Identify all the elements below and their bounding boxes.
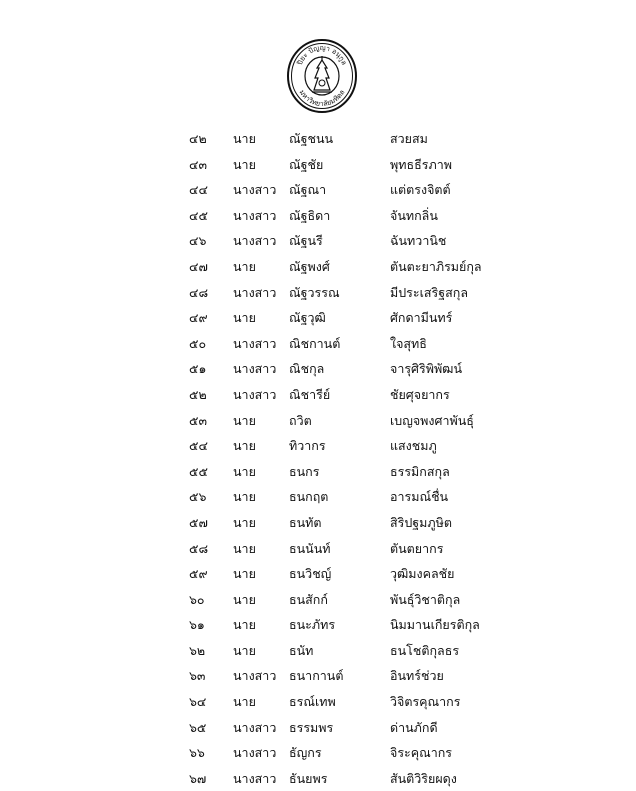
student-last-name: ธนโชติกุลธร [390,642,460,658]
student-last-name: มีประเสริฐสกุล [390,284,468,300]
student-first-name: ธรรมพร [289,719,334,735]
list-item [0,663,636,689]
list-item [0,203,636,229]
student-title: นางสาว [233,335,277,351]
student-title: นาย [233,591,256,607]
student-number: ๔๗ [189,258,208,274]
student-last-name: อารมณ์ชื่น [390,489,449,505]
student-number: ๕๕ [189,463,208,479]
list-item [0,689,636,715]
student-first-name: ณัฐนรี [289,233,323,249]
student-title: นางสาว [233,182,277,198]
student-last-name: ตันตยากร [390,540,444,556]
student-last-name: พันธุ์วิชาติกุล [390,591,461,607]
student-title: นาย [233,566,256,582]
list-item [0,766,636,791]
student-title: นางสาว [233,284,277,300]
student-first-name: ธนากานต์ [289,668,344,684]
svg-text:มหาวิทยาลัยมหิดล: มหาวิทยาลัยมหิดล [297,88,347,109]
list-item [0,408,636,434]
student-number: ๕๖ [189,489,207,505]
student-first-name: ทิวากร [289,438,326,454]
student-first-name: ณัฐวุฒิ [289,310,326,326]
list-item [0,433,636,459]
student-number: ๖๔ [189,694,207,710]
student-title: นาย [233,258,256,274]
student-title: นางสาว [233,770,277,786]
student-last-name: ตันตะยาภิรมย์กุล [390,258,482,274]
list-item [0,587,636,613]
student-number: ๖๑ [189,617,205,633]
student-last-name: นิมมานเกียรติกุล [390,617,480,633]
student-title: นาย [233,412,256,428]
student-number: ๔๙ [189,310,208,326]
student-last-name: ด่านภักดี [390,719,438,735]
student-first-name: ธนทัต [289,514,322,530]
svg-text:ปิยะ ปัญญา อนุกูล: ปิยะ ปัญญา อนุกูล [295,43,349,67]
student-name-list [0,126,636,791]
student-number: ๕๙ [189,566,208,582]
list-item [0,510,636,536]
student-number: ๔๓ [189,156,208,172]
list-item [0,254,636,280]
student-first-name: ธนกร [289,463,320,479]
student-last-name: สวยสม [390,131,428,146]
list-item [0,126,636,152]
student-number: ๕๔ [189,438,208,454]
list-item [0,152,636,178]
student-number: ๕๗ [189,514,208,530]
list-item [0,305,636,331]
student-title: นาย [233,514,256,530]
student-number: ๔๔ [189,182,208,198]
list-item [0,715,636,741]
student-number: ๖๐ [189,591,205,607]
student-title: นาย [233,617,256,633]
student-title: นาย [233,694,256,710]
student-number: ๔๕ [189,207,208,223]
student-last-name: เบญจพงศาพันธุ์ [390,412,474,428]
student-number: ๕๘ [189,540,209,556]
student-last-name: อินทร์ช่วย [390,668,444,684]
list-item [0,356,636,382]
student-first-name: ณัฐพงศ์ [289,258,330,274]
list-item [0,612,636,638]
student-first-name: ณิชารีย์ [289,386,331,402]
student-first-name: ธนกฤต [289,489,329,505]
student-title: นาย [233,156,256,172]
student-last-name: สันติวิริยผดุง [390,770,457,786]
student-last-name: วิจิตรคุณากร [390,694,461,710]
student-number: ๖๖ [189,745,205,761]
student-number: ๕๐ [189,335,207,351]
student-first-name: ธันยพร [289,770,328,786]
student-first-name: ธนนันท์ [289,540,331,556]
student-first-name: ธนวิชญ์ [289,566,332,582]
student-number: ๕๑ [189,361,207,377]
student-number: ๕๒ [189,386,207,402]
student-first-name: ณัฐวรรณ [289,284,340,300]
list-item [0,740,636,766]
student-last-name: ชัยศุจยากร [390,386,450,402]
student-title: นางสาว [233,719,277,735]
student-last-name: ธรรมิกสกุล [390,463,450,479]
student-title: นางสาว [233,745,277,761]
student-title: นาย [233,438,256,454]
student-last-name: จิระคุณากร [390,745,453,761]
student-last-name: จารุศิริพิพัฒน์ [390,361,463,377]
student-first-name: ธนสักก์ [289,591,328,607]
student-title: นาย [233,642,256,658]
student-first-name: ณิชกุล [289,361,325,377]
student-title: นางสาว [233,361,277,377]
student-title: นางสาว [233,386,277,402]
student-title: นางสาว [233,668,277,684]
student-number: ๔๒ [189,131,207,146]
student-number: ๖๓ [189,668,206,684]
list-item [0,228,636,254]
student-first-name: ณัฐชนน [289,131,334,146]
student-last-name: จันทกลิ่น [390,207,438,223]
list-item [0,484,636,510]
list-item [0,561,636,587]
list-item [0,459,636,485]
student-number: ๔๖ [189,233,207,249]
student-number: ๔๘ [189,284,209,300]
list-item [0,536,636,562]
student-last-name: พุทธธีรภาพ [390,156,452,172]
university-seal-logo [286,38,358,114]
student-first-name: ถวิต [289,412,312,428]
list-item [0,382,636,408]
list-item [0,177,636,203]
student-last-name: ใจสุทธิ [390,335,427,351]
student-number: ๖๕ [189,719,207,735]
list-item [0,280,636,306]
student-number: ๖๒ [189,642,206,658]
student-first-name: ณัฐธิดา [289,207,331,223]
student-first-name: ธนะภัทร [289,617,336,633]
student-number: ๖๗ [189,770,207,786]
student-title: นาย [233,310,256,326]
student-title: นาย [233,463,256,479]
student-last-name: แต่ตรงจิตต์ [390,182,451,198]
student-first-name: ธัญกร [289,745,322,761]
student-title: นาย [233,131,256,146]
student-first-name: ธรณ์เทพ [289,694,336,710]
student-last-name: ฉันทวานิช [390,233,447,249]
student-first-name: ธนัท [289,642,314,658]
student-title: นางสาว [233,207,277,223]
list-item [0,331,636,357]
student-first-name: ณิชกานต์ [289,335,341,351]
student-title: นาย [233,489,256,505]
list-item [0,638,636,664]
student-last-name: แสงชมภู [390,438,437,454]
student-first-name: ณัฐชัย [289,156,324,172]
student-title: นางสาว [233,233,277,249]
student-first-name: ณัฐณา [289,182,327,198]
student-title: นาย [233,540,256,556]
student-last-name: วุฒิมงคลชัย [390,566,455,582]
student-last-name: ศักดามีนทร์ [390,310,453,326]
student-number: ๕๓ [189,412,208,428]
student-last-name: สิริปฐมภูษิต [390,514,453,530]
